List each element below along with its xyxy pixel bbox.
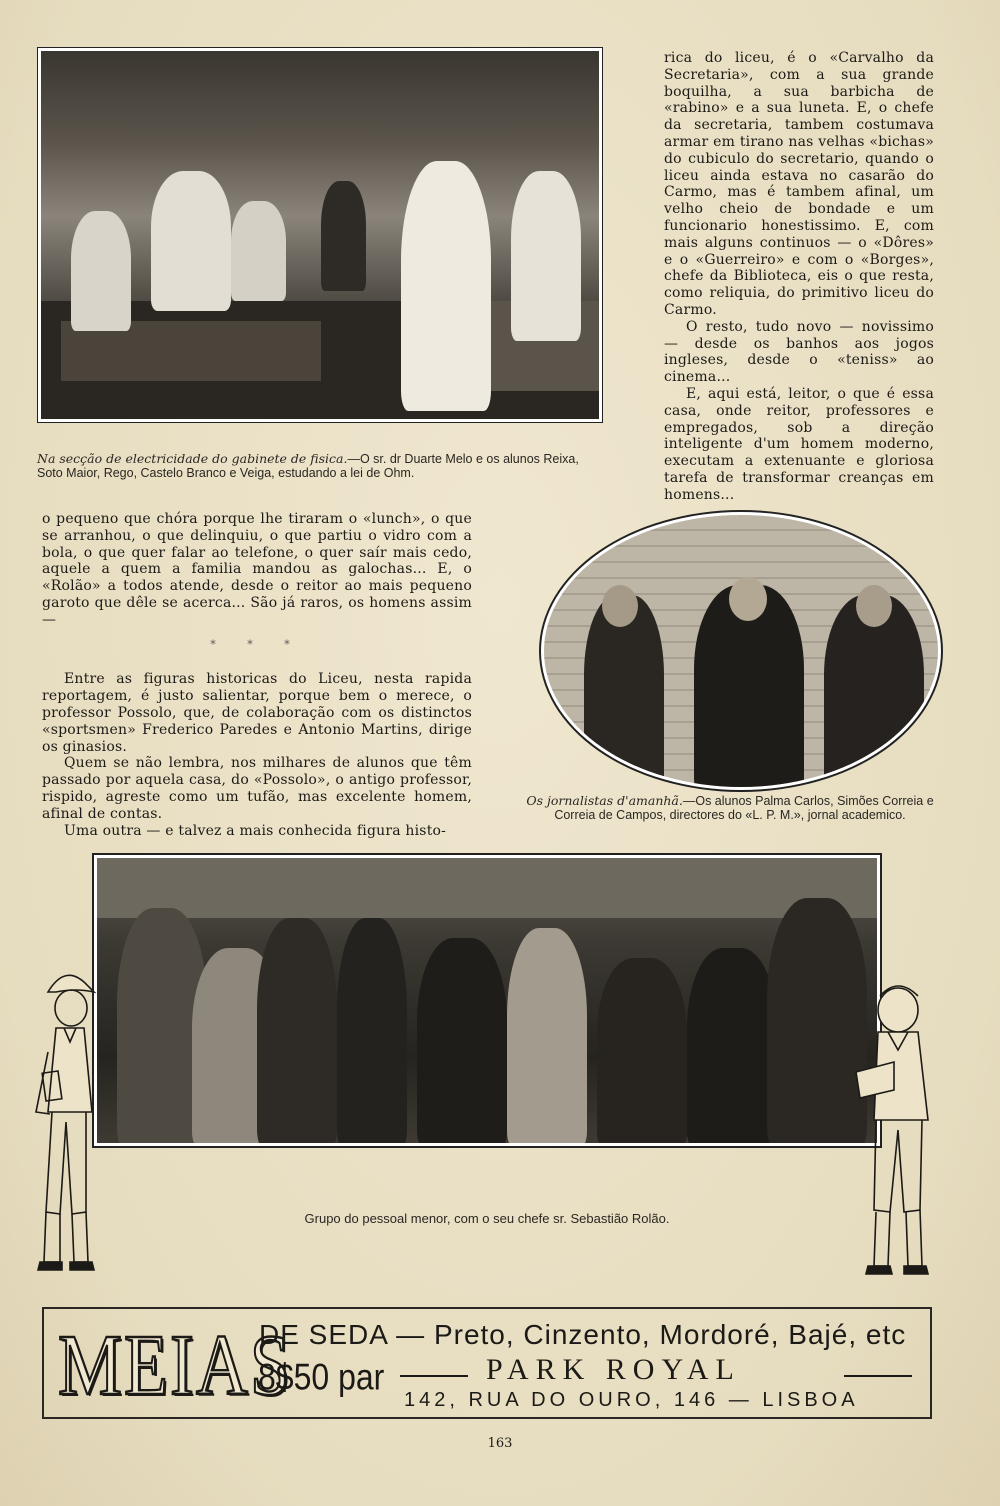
advert-address: 142, RUA DO OURO, 146 — LISBOA [404,1389,859,1411]
advert-brand: MEIAS [58,1317,293,1413]
oval-photo-image [544,515,938,787]
section-separator: * * * [210,637,304,651]
staff-photo-image [97,858,877,1143]
right-paragraph-2: O resto, tudo novo — novissimo — desde os banhos aos jogos ingleses, desde o «teniss» ao cinema... [664,318,934,386]
advert-ornament-left [400,1375,468,1377]
left-paragraph-1: o pequeno que chóra porque lhe tiraram o «lunch», o que se arranhou, o que delinquiu, o que partiu o vidro com a bola, o que quer falar ao telefone, o quer saír mais cedo, aquele a quem a familia mandou as galochas... E, o «Rolão» a todos atende, desde o reitor ao mais pequeno garoto que dêle se acerca... São já raros, os homens assim — [42,511,472,628]
left-paragraph-3: Quem se não lembra, nos milhares de alunos que têm passado por aquela casa, do «Possolo», o antigo professor, rispido, agreste como um tufão, mas excelente homem, afinal de contas. [42,755,472,822]
oval-caption-text: —Os alunos Palma Carlos, Simões Correia e Correia de Campos, directores do «L. P. M.», jornal academico. [554,794,934,822]
left-column-text [42,511,472,839]
advert-price: 8$50 par [258,1356,385,1398]
boy-reading-illustration-right [848,980,938,1300]
right-paragraph-3: E, aqui está, leitor, o que é essa casa, onde reitor, professores e empregados, sob a direção inteligente d'um homem moderno, executam a extenuante e gloriosa tarefa de transformar creanças em homens... [664,385,934,503]
advert-ornament-right [844,1375,912,1377]
left-paragraph-4: Uma outra — e talvez a mais conhecida figura histo- [64,822,447,839]
oval-caption-italic: Os jornalistas d'amanhã. [526,793,683,808]
staff-group-photo [92,853,882,1148]
staff-caption-text: Grupo do pessoal menor, com o seu chefe sr. Sebastião Rolão. [304,1211,670,1226]
silk-stockings-advert [42,1307,932,1419]
staff-photo-caption [92,1212,882,1226]
lab-caption-text: —O sr. dr Duarte Melo e os alunos Reixa, Soto Maior, Rego, Castelo Branco e Veiga, estudando a lei de Ohm. [37,452,579,480]
journalists-oval-photo [539,510,943,792]
advert-shop-name: PARK ROYAL [486,1353,741,1386]
lab-caption-italic: Na secção de electricidade do gabinete de fisica. [37,451,348,466]
left-paragraph-2: Entre as figuras historicas do Liceu, nesta rapida reportagem, é justo salientar, porque bem o merece, o professor Possolo, que, de colaboração com os distinctos «sportsmen» Frederico Paredes e Antonio Martins, dirige os ginasios. [42,671,472,755]
advert-product-line: DE SEDA — Preto, Cinzento, Mordoré, Bajé, etc [259,1319,907,1350]
oval-photo-caption [520,794,940,822]
right-column-text [664,50,934,504]
page-number: 163 [487,1436,513,1451]
electricity-lab-photo [37,47,603,423]
lab-photo-caption [37,452,605,480]
lab-photo-image [41,51,599,419]
right-paragraph-1: rica do liceu, é o «Carvalho da Secretaria», com a sua grande boquilha, a sua barbicha de «rabino» e a sua luneta. E, o chefe da secretaria, tambem costumava armar em tirano nas velhas «bichas» do cubiculo do secretario, quando o liceu ainda estava no casarão do Carmo, mas é tambem afinal, um velho cheio de bondade e um funcionario honestissimo. E, com mais alguns continuos — o «Dôres» e o «Guerreiro» e com o «Borges», chefe da Biblioteca, eis o que resta, como reliquia, do primitivo liceu do Carmo. [664,50,934,318]
boy-with-books-illustration-left [26,962,106,1292]
